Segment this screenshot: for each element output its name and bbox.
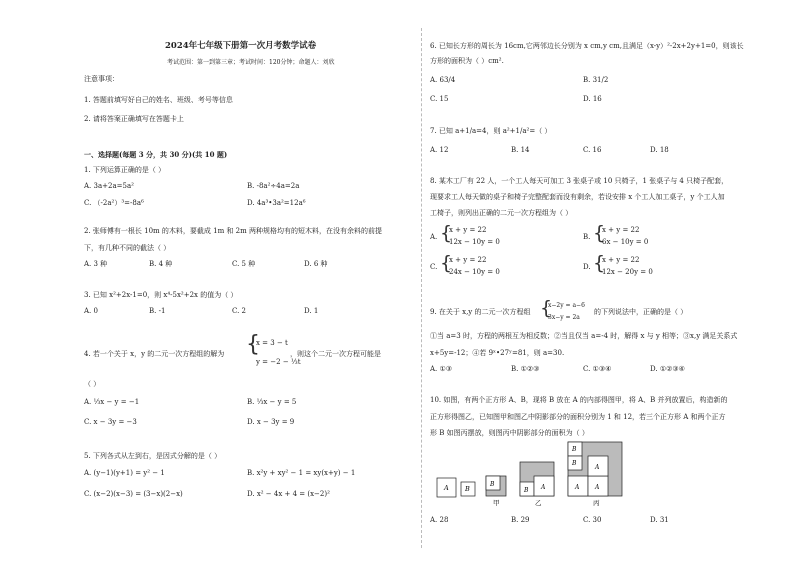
q6-option-d: D. 16 [583, 95, 602, 103]
q10-line-3: 形 B 如图丙摆放，则图丙中阴影部分的面积为（ ） [430, 429, 589, 437]
q1-option-d: D. 4a³•3a²=12a⁶ [247, 199, 306, 207]
q5-option-a: A. (y−1)(y+1) = y² − 1 [84, 469, 165, 477]
figure-bing-label-b-2: B [572, 460, 577, 467]
q8-option-a-brace: { [440, 222, 453, 244]
q8-option-d-brace: { [593, 252, 606, 274]
q3-option-b: B. -1 [149, 307, 166, 315]
q8-option-b-eq-2: 6x − 10y = 0 [602, 238, 649, 246]
figure-jia-caption: 甲 [493, 499, 500, 507]
figure-yi-label-a: A [541, 484, 546, 491]
q1-option-b: B. -8a²÷4a=2a [247, 182, 300, 190]
q10-option-a: A. 28 [430, 516, 449, 524]
q9-option-b: B. ①②③ [511, 365, 540, 373]
figure-bing-label-a-2: A [595, 484, 600, 491]
q4-brace: { [246, 332, 260, 357]
q4-option-d: D. x − 3y = 9 [247, 418, 295, 426]
column-divider [421, 28, 422, 548]
q9-option-d: D. ①②③④ [650, 365, 685, 373]
q8-line-2: 现要求工人每天做的桌子和椅子完整配套而没有剩余，若设安排 x 个工人加工桌子，y 个工人加 [430, 193, 725, 201]
q10-figures [430, 440, 660, 512]
q8-line-1: 8. 某木工厂有 22 人，一个工人每天可加工 3 张桌子或 10 只椅子，1 张桌子与 4 只椅子配套， [430, 177, 729, 185]
q7-option-d: D. 18 [650, 146, 669, 154]
q8-option-d-eq-2: 12x − 20y = 0 [602, 268, 653, 276]
q8-option-b-letter: B. [583, 233, 591, 241]
figure-bing-label-a-3: A [595, 464, 600, 471]
q8-option-a-eq-1: x + y = 22 [449, 226, 487, 234]
q1-stem: 1. 下列运算正确的是（ ） [84, 166, 166, 174]
q8-option-c-eq-1: x + y = 22 [449, 256, 487, 264]
q6-option-a: A. 63/4 [430, 76, 456, 84]
exam-info: 考试范围：第一到第三章；考试时间：120分钟；命题人：刘欣 [167, 59, 335, 66]
q3-option-c: C. 2 [232, 307, 247, 315]
q2-option-a: A. 3 种 [84, 260, 108, 268]
note-item-2: 2. 请将答案正确填写在答题卡上 [84, 115, 184, 123]
q10-figure-svg [430, 440, 660, 512]
q4-option-c: C. x − 3y = −3 [84, 418, 137, 426]
q8-option-c-letter: C. [430, 263, 438, 271]
q1-option-c: C. （-2a²）³=-8a⁶ [84, 199, 144, 207]
q8-option-d-letter: D. [583, 263, 591, 271]
q9-system-line-2: 3x−y = 2a [548, 314, 580, 321]
q8-option-c-brace: { [440, 252, 453, 274]
figure-yi-label-b: B [524, 487, 529, 494]
q6-line-2: 方形的面积为（ ）cm². [430, 57, 504, 65]
figure-jia-label-b: B [490, 481, 495, 488]
q10-option-c: C. 30 [583, 516, 602, 524]
figure-bing-caption: 丙 [593, 499, 600, 507]
q7-option-b: B. 14 [511, 146, 530, 154]
q7-option-c: C. 16 [583, 146, 602, 154]
q1-option-a: A. 3a+2a=5a² [84, 182, 134, 190]
q2-line-2: 下，有几种不同的截法（ ） [84, 244, 171, 252]
q9-brace: { [540, 297, 553, 319]
square-b-label: B [465, 485, 470, 493]
q4-blank: （ ） [84, 380, 101, 388]
q8-option-c-eq-2: 24x − 10y = 0 [449, 268, 500, 276]
q9-line-3: x+5y=-12；④若 9ˣ•27ʸ=81，则 a=30. [430, 349, 565, 357]
exam-title: 2024年七年级下册第一次月考数学试卷 [165, 41, 317, 51]
q2-line-1: 2. 张师傅有一根长 10m 的木料，要截成 1m 和 2m 两种规格均有的短木料，在没有余料的前提 [84, 227, 382, 235]
notes-heading: 注意事项： [84, 75, 119, 83]
q10-option-d: D. 31 [650, 516, 669, 524]
q4-stem-end: ，则这个二元一次方程可能是 [290, 350, 381, 358]
q9-option-c: C. ①③④ [583, 365, 612, 373]
q8-option-b-brace: { [593, 222, 606, 244]
q10-option-b: B. 29 [511, 516, 530, 524]
q8-line-3: 工椅子，则列出正确的二元一次方程组为（ ） [430, 209, 573, 217]
q9-stem: 9. 在关于 x,y 的二元一次方程组 [430, 308, 531, 316]
q7-stem: 7. 已知 a+1/a=4，则 a²+1/a²=（ ） [430, 127, 552, 135]
q6-line-1: 6. 已知长方形的周长为 16cm,它两邻边长分别为 x cm,y cm,且满足（x-y）²-2x+2y+1=0，则该长 [430, 42, 744, 50]
q5-option-d: D. x² − 4x + 4 = (x−2)² [247, 490, 330, 498]
figure-bing-label-b-1: B [572, 446, 577, 453]
q5-stem: 5. 下列各式从左到右，是因式分解的是（ ） [84, 452, 222, 460]
q4-system-line-2: y = −2 − ⅓t [256, 358, 301, 366]
q10-line-2: 正方形得图乙，已知图甲和图乙中阴影部分的面积分别为 1 和 12，若三个正方形 A 和两个正方 [430, 413, 726, 421]
q9-option-a: A. ①③ [430, 365, 453, 373]
q8-option-d-eq-1: x + y = 22 [602, 256, 640, 264]
q4-option-a: A. ⅓x − y = −1 [84, 398, 140, 406]
figure-yi-caption: 乙 [535, 499, 542, 507]
q7-option-a: A. 12 [430, 146, 449, 154]
section-heading: 一、选择题(每题 3 分，共 30 分)(共 10 题) [84, 150, 228, 159]
q2-option-d: D. 6 种 [304, 260, 328, 268]
q3-option-d: D. 1 [304, 307, 319, 315]
q3-option-a: A. 0 [84, 307, 98, 315]
q5-option-c: C. (x−2)(x−3) = (3−x)(2−x) [84, 490, 183, 498]
q9-system-line-1: x−2y = a−6 [548, 302, 585, 309]
square-a-label: A [444, 484, 449, 492]
figure-bing-label-a-1: A [575, 484, 580, 491]
q5-option-b: B. x²y + xy² − 1 = xy(x+y) − 1 [247, 469, 356, 477]
q6-option-c: C. 15 [430, 95, 449, 103]
q8-option-a-eq-2: 12x − 10y = 0 [449, 238, 500, 246]
q2-option-c: C. 5 种 [232, 260, 256, 268]
q4-stem: 4. 若一个关于 x，y 的二元一次方程组的解为 [84, 350, 225, 358]
q4-option-b: B. ⅓x − y = 5 [247, 398, 297, 406]
q2-option-b: B. 4 种 [149, 260, 173, 268]
note-item-1: 1. 答题前填写好自己的姓名、班级、考号等信息 [84, 96, 233, 104]
q6-option-b: B. 31/2 [583, 76, 609, 84]
q9-line-2: ①当 a=3 时，方程的两根互为相反数；②当且仅当 a=-4 时，解得 x 与 y 相等；③x,y 满足关系式 [430, 332, 738, 340]
q9-stem-end: 的下列说法中，正确的是（ ） [594, 308, 688, 316]
q8-option-a-letter: A. [430, 233, 438, 241]
q10-line-1: 10. 如图，有两个正方形 A、B，现将 B 放在 A 的内部得图甲，将 A、B 并列放置后，构造新的 [430, 396, 728, 404]
q8-option-b-eq-1: x + y = 22 [602, 226, 640, 234]
q4-system-line-1: x = 3 − t [256, 339, 288, 347]
q3-stem: 3. 已知 x²+2x-1=0，则 x⁴-5x²+2x 的值为（ ） [84, 291, 238, 299]
